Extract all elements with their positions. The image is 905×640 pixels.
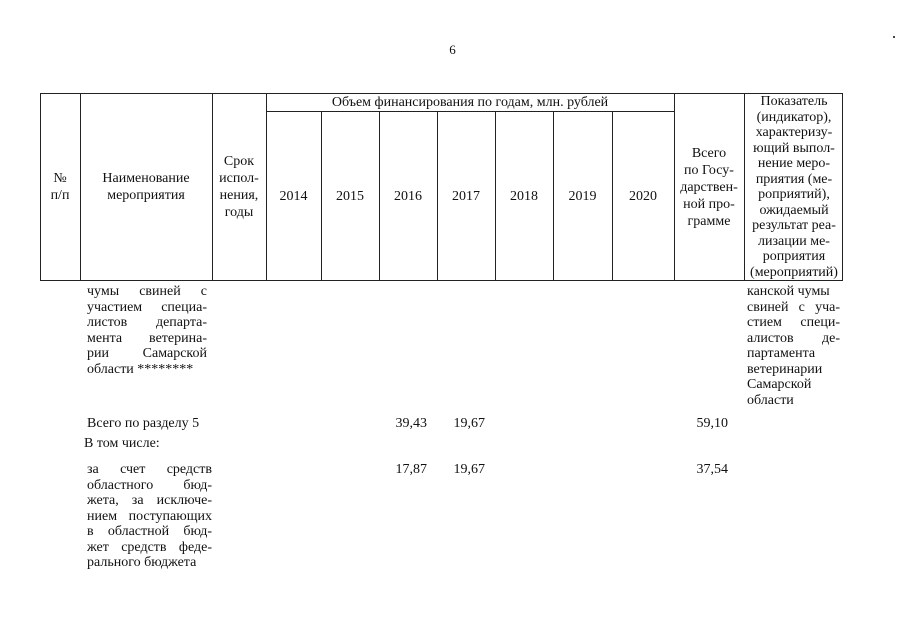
- row1-name: чумы свиней с участием специа- листов департа- мента ветерина- рии Самарской области ********: [87, 284, 207, 377]
- budget-row-name: за счет средств областного бюд- жета, за исключе- нием поступающих в областной бюд- жет средств феде- рального бюджета: [87, 462, 212, 570]
- header-year-2019: 2019: [568, 188, 597, 204]
- page-number: 6: [449, 42, 456, 57]
- header-total: Всего по Госу- дарствен- ной про- грамме: [680, 145, 738, 229]
- budget-2017-value: 19,67: [453, 462, 485, 477]
- total-program-value: 59,10: [696, 416, 728, 431]
- budget-2016-value: 17,87: [395, 462, 427, 477]
- header-year-2015: 2015: [336, 188, 364, 204]
- header-year-2017: 2017: [452, 188, 480, 204]
- budget-program-value: 37,54: [696, 462, 728, 477]
- total-2016-value: 39,43: [395, 416, 427, 431]
- header-year-2020: 2020: [629, 188, 657, 204]
- header-number: № п/п: [50, 171, 70, 203]
- header-year-2016: 2016: [394, 188, 422, 204]
- header-year-2014: 2014: [279, 188, 308, 204]
- header-year-2018: 2018: [510, 188, 538, 204]
- including-label: В том числе:: [84, 436, 160, 451]
- scan-speck: [893, 36, 895, 38]
- header-term: Срок испол- нения, годы: [219, 154, 259, 220]
- header-name: Наименование мероприятия: [102, 171, 190, 203]
- total-row-label: Всего по разделу 5: [87, 416, 200, 431]
- row1-indicator: канской чумы свиней с уча- стием специ- алистов де- партамента ветеринарии Самарской области: [747, 284, 840, 408]
- total-2017-value: 19,67: [453, 416, 485, 431]
- header-indicator: Показатель (индикатор), характеризу- ющий выпол- нение меро- приятия (ме- роприятий), ожидаемый результат реа- лизации ме- роприятия (мероприятий): [750, 94, 838, 280]
- header-financing-title: Объем финансирования по годам, млн. рублей: [331, 94, 609, 110]
